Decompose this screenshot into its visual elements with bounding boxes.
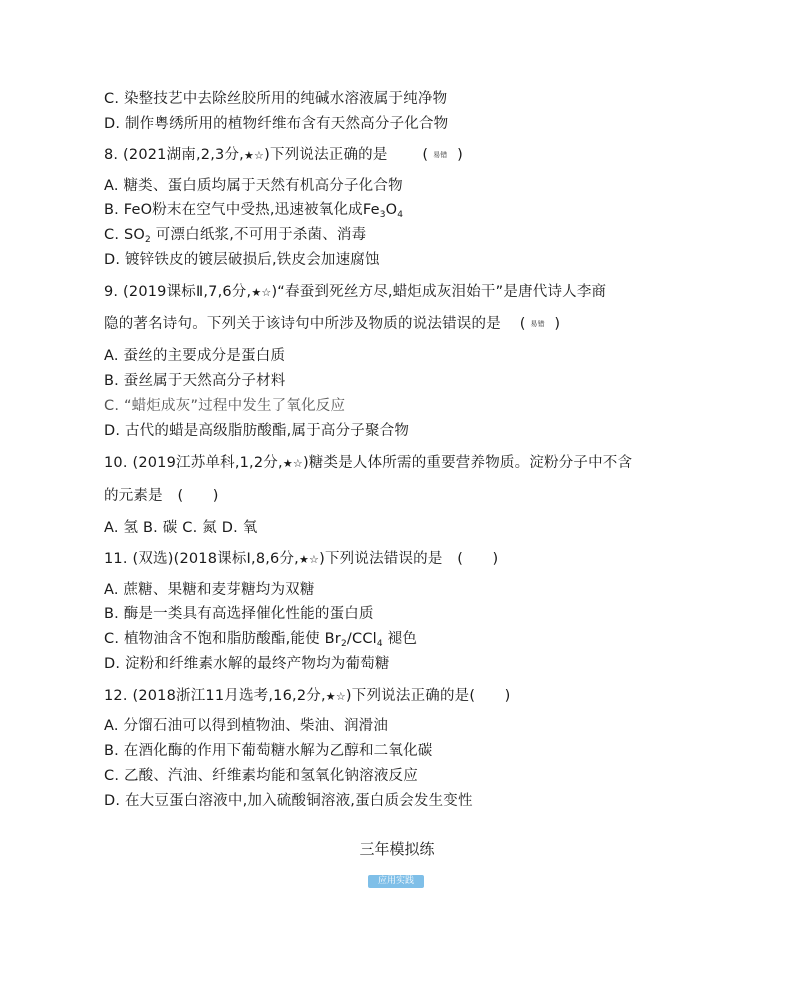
q8-question: )下列说法正确的是 [264,147,388,163]
difficulty-stars: ★☆ [282,457,303,470]
q9-option-d: D. 古代的蜡是高级脂肪酸酯,属于高分子聚合物 [104,423,410,439]
section-tag: 应用实践 [368,875,424,888]
q11-stem: 11. (双选)(2018课标Ⅰ,8,6分,★☆)下列说法错误的是 ( ) [104,551,499,567]
q9-option-a: A. 蚕丝的主要成分是蛋白质 [104,348,286,364]
difficulty-stars: ★☆ [243,149,265,162]
q8-option-b: B. FeO粉末在空气中受热,迅速被氧化成$Fe_3O_4$ [104,202,404,220]
q10-stem-line2: 的元素是 ( ) [104,488,219,504]
q9-option-b: B. 蚕丝属于天然高分子材料 [104,373,286,389]
q9-stem-line1: 9. (2019课标Ⅱ,7,6分,★☆)“春蚕到死丝方尽,蜡炬成灰泪始干”是唐代诗人李商 [104,284,607,300]
q8-option-a: A. 糖类、蛋白质均属于天然有机高分子化合物 [104,178,403,194]
q12-stem: 12. (2018浙江11月选考,16,2分,★☆)下列说法正确的是( ) [104,688,511,704]
error-prone-tag: 易错 [433,151,448,159]
difficulty-stars: ★☆ [251,286,272,299]
q8-option-c: C. $SO_2$ 可漂白纸浆,不可用于杀菌、消毒 [104,227,367,245]
q10-stem-line1: 10. (2019江苏单科,1,2分,★☆)糖类是人体所需的重要营养物质。淀粉分子中不含 [104,455,633,471]
q8-stem: 8. (2021湖南,2,3分,★☆)下列说法正确的是 ( 易错 ) [104,147,463,163]
q8-source: 8. (2021湖南,2,3分, [104,147,244,163]
q11-option-c: C. 植物油含不饱和脂肪酸酯,能使 $Br_2/CCl_4$ 褪色 [104,631,418,649]
error-prone-tag: 易错 [530,320,545,328]
q12-option-d: D. 在大豆蛋白溶液中,加入硫酸铜溶液,蛋白质会发生变性 [104,793,473,809]
q10-options: A. 氢 B. 碳 C. 氮 D. 氧 [104,520,258,536]
difficulty-stars: ★☆ [299,553,320,566]
q11-option-a: A. 蔗糖、果糖和麦芽糖均为双糖 [104,582,315,598]
section-title: 三年模拟练 [359,840,435,858]
q11-option-b: B. 酶是一类具有高选择催化性能的蛋白质 [104,606,374,622]
q7-option-c: C. 染整技艺中去除丝胶所用的纯碱水溶液属于纯净物 [104,91,448,107]
q7-option-d: D. 制作粤绣所用的植物纤维布含有天然高分子化合物 [104,116,449,132]
q12-option-c: C. 乙酸、汽油、纤维素均能和氢氧化钠溶液反应 [104,768,418,784]
q12-option-a: A. 分馏石油可以得到植物油、柴油、润滑油 [104,718,389,734]
q8-option-d: D. 镀锌铁皮的镀层破损后,铁皮会加速腐蚀 [104,252,380,268]
q12-option-b: B. 在酒化酶的作用下葡萄糖水解为乙醇和二氧化碳 [104,743,433,759]
q11-option-d: D. 淀粉和纤维素水解的最终产物均为葡萄糖 [104,656,390,672]
difficulty-stars: ★☆ [325,690,346,703]
q9-option-c: C. “蜡炬成灰”过程中发生了氧化反应 [104,398,346,414]
q9-stem-line2: 隐的著名诗句。下列关于该诗句中所涉及物质的说法错误的是 ( 易错 ) [104,316,561,332]
